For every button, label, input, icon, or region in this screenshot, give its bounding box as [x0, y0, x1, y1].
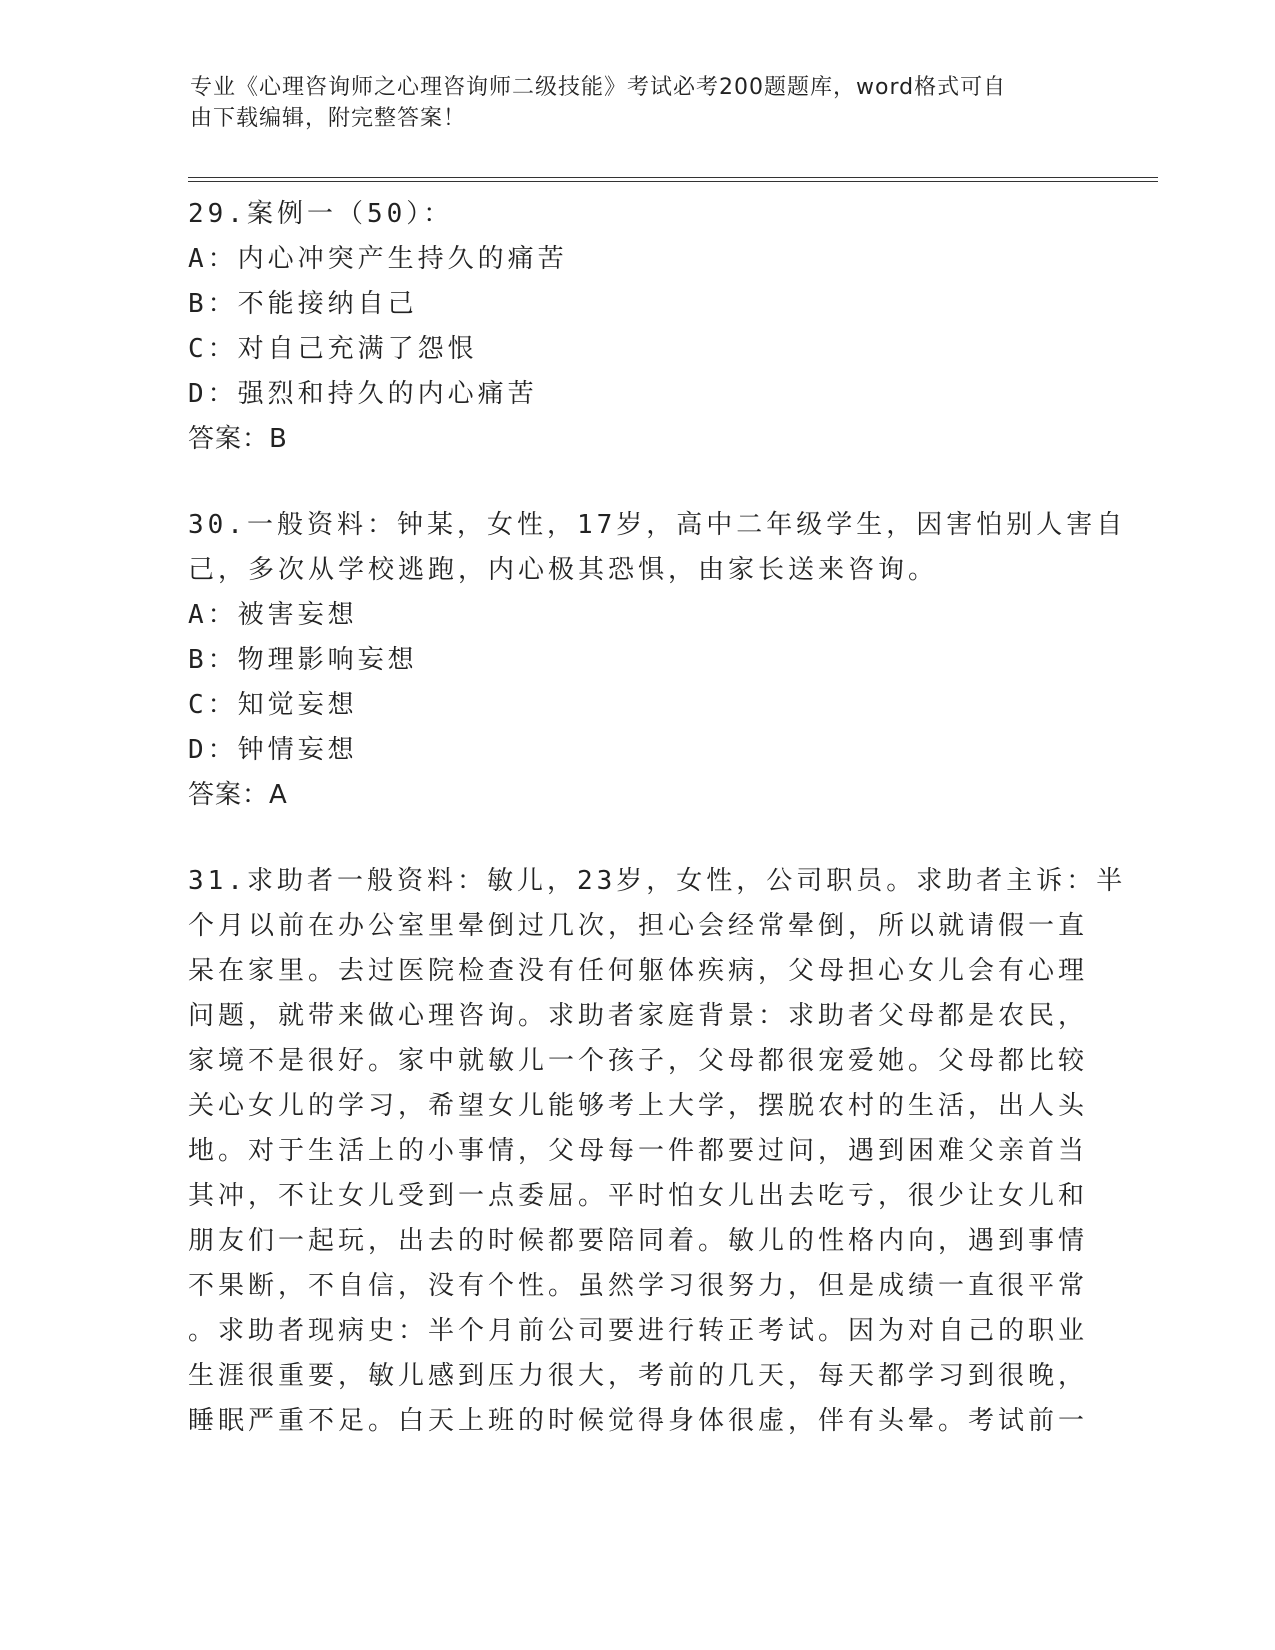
question-31: [188, 859, 1127, 1444]
question-stem: [188, 503, 1127, 593]
question-29: [188, 192, 1088, 462]
stem-line: 己，多次从学校逃跑，内心极其恐惧，由家长送来咨询。: [188, 555, 939, 585]
question-list: [188, 192, 1127, 1485]
case-line: 地。对于生活上的小事情，父母每一件都要过问，遇到困难父亲首当: [188, 1136, 1089, 1166]
option-b: B：物理影响妄想: [188, 645, 418, 675]
option-c: C：对自己充满了怨恨: [188, 334, 478, 364]
question-30: [188, 503, 1127, 818]
case-line: 朋友们一起玩，出去的时候都要陪同着。敏儿的性格内向，遇到事情: [188, 1226, 1089, 1256]
case-line: 关心女儿的学习，希望女儿能够考上大学，摆脱农村的生活，出人头: [188, 1091, 1089, 1121]
case-line: 31.求助者一般资料：敏儿，23岁，女性，公司职员。求助者主诉：半: [188, 866, 1127, 896]
case-line: 呆在家里。去过医院检查没有任何躯体疾病，父母担心女儿会有心理: [188, 956, 1089, 986]
answer: 答案：B: [188, 424, 288, 454]
case-description: [188, 859, 1127, 1444]
option-a: A：被害妄想: [188, 600, 358, 630]
header-line-2: 由下载编辑，附完整答案！: [190, 106, 467, 131]
case-line: 其冲，不让女儿受到一点委屈。平时怕女儿出去吃亏，很少让女儿和: [188, 1181, 1089, 1211]
document-header: [190, 72, 1090, 134]
option-d: D：钟情妄想: [188, 735, 358, 765]
case-line: 个月以前在办公室里晕倒过几次，担心会经常晕倒，所以就请假一直: [188, 911, 1089, 941]
stem-line: 30.一般资料：钟某，女性，17岁，高中二年级学生，因害怕别人害自: [188, 510, 1127, 540]
case-line: 生涯很重要，敏儿感到压力很大，考前的几天，每天都学习到很晚，: [188, 1361, 1089, 1391]
case-line: 问题，就带来做心理咨询。求助者家庭背景：求助者父母都是农民，: [188, 1001, 1089, 1031]
answer: 答案：A: [188, 780, 288, 810]
option-c: C：知觉妄想: [188, 690, 358, 720]
option-a: A：内心冲突产生持久的痛苦: [188, 244, 568, 274]
question-stem: 29.案例一（50）：: [188, 199, 454, 229]
option-b: B：不能接纳自己: [188, 289, 418, 319]
case-line: 。求助者现病史：半个月前公司要进行转正考试。因为对自己的职业: [188, 1316, 1089, 1346]
case-line: 睡眠严重不足。白天上班的时候觉得身体很虚，伴有头晕。考试前一: [188, 1406, 1089, 1436]
header-divider: [188, 177, 1158, 182]
header-line-1: 专业《心理咨询师之心理咨询师二级技能》考试必考200题题库，word格式可自: [190, 75, 1007, 100]
case-line: 不果断，不自信，没有个性。虽然学习很努力，但是成绩一直很平常: [188, 1271, 1089, 1301]
option-d: D：强烈和持久的内心痛苦: [188, 379, 538, 409]
case-line: 家境不是很好。家中就敏儿一个孩子，父母都很宠爱她。父母都比较: [188, 1046, 1089, 1076]
